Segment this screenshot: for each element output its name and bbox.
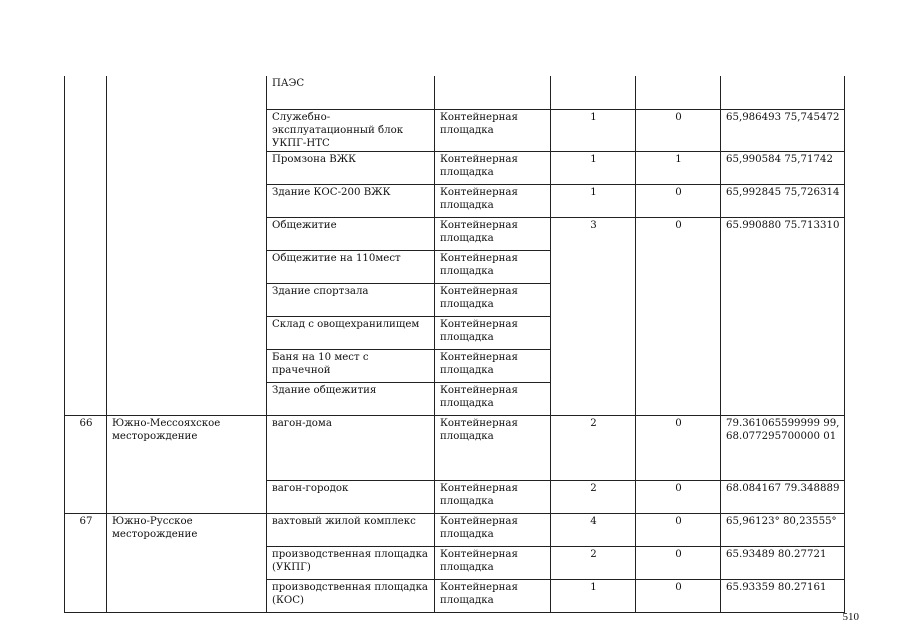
field-cell: Южно-Русское месторождение: [107, 513, 267, 612]
count-cell: 2: [551, 546, 636, 579]
count-cell: 1: [551, 151, 636, 184]
object-cell: ПАЭС: [267, 76, 435, 109]
coords-cell: 68.084167 79.348889: [721, 480, 845, 513]
type-cell: Контейнерная площадка: [435, 382, 551, 415]
coords-cell: 65,990584 75,71742: [721, 151, 845, 184]
count2-cell: 1: [636, 151, 721, 184]
coords-cell: [721, 76, 845, 109]
type-cell: Контейнерная площадка: [435, 250, 551, 283]
object-cell: Здание общежития: [267, 382, 435, 415]
type-cell: Контейнерная площадка: [435, 579, 551, 612]
count-cell: 1: [551, 109, 636, 151]
object-cell: Общежитие: [267, 217, 435, 250]
type-cell: Контейнерная площадка: [435, 151, 551, 184]
type-cell: Контейнерная площадка: [435, 184, 551, 217]
count2-cell: 0: [636, 513, 721, 546]
coords-cell: 65,992845 75,726314: [721, 184, 845, 217]
table-row: [65, 76, 845, 109]
count-cell: [551, 76, 636, 109]
count-cell: 2: [551, 415, 636, 480]
num-cell: 67: [65, 513, 107, 612]
object-cell: Здание спортзала: [267, 283, 435, 316]
count-cell: 3: [551, 217, 636, 415]
coords-cell: 65,96123° 80,23555°: [721, 513, 845, 546]
field-cell: Южно-Мессояхское месторождение: [107, 415, 267, 513]
count-cell: 1: [551, 579, 636, 612]
type-cell: [435, 76, 551, 109]
object-cell: вагон-дома: [267, 415, 435, 480]
type-cell: Контейнерная площадка: [435, 513, 551, 546]
table-row: [65, 513, 845, 546]
field-cell: [107, 76, 267, 415]
object-cell: производственная площадка (УКПГ): [267, 546, 435, 579]
type-cell: Контейнерная площадка: [435, 546, 551, 579]
count2-cell: 0: [636, 415, 721, 480]
object-cell: Склад с овощехранилищем: [267, 316, 435, 349]
num-cell: 66: [65, 415, 107, 513]
count2-cell: 0: [636, 579, 721, 612]
count2-cell: 0: [636, 546, 721, 579]
type-cell: Контейнерная площадка: [435, 316, 551, 349]
object-cell: Служебно-эксплуатационный блок УКПГ-НТС: [267, 109, 435, 151]
coords-cell: 65,986493 75,745472: [721, 109, 845, 151]
object-cell: вагон-городок: [267, 480, 435, 513]
count-cell: 1: [551, 184, 636, 217]
type-cell: Контейнерная площадка: [435, 415, 551, 480]
count2-cell: 0: [636, 109, 721, 151]
object-cell: Промзона ВЖК: [267, 151, 435, 184]
coords-cell: 65.93489 80.27721: [721, 546, 845, 579]
object-cell: Баня на 10 мест с прачечной: [267, 349, 435, 382]
object-cell: Здание КОС-200 ВЖК: [267, 184, 435, 217]
type-cell: Контейнерная площадка: [435, 109, 551, 151]
type-cell: Контейнерная площадка: [435, 217, 551, 250]
count-cell: 2: [551, 480, 636, 513]
type-cell: Контейнерная площадка: [435, 283, 551, 316]
object-cell: вахтовый жилой комплекс: [267, 513, 435, 546]
coords-cell: 65.93359 80.27161: [721, 579, 845, 612]
count2-cell: 0: [636, 184, 721, 217]
page-number: 510: [842, 611, 859, 623]
object-cell: Общежитие на 110мест: [267, 250, 435, 283]
coords-cell: 79.361065599999 99, 68.077295700000 01: [721, 415, 845, 480]
coords-cell: 65.990880 75.713310: [721, 217, 845, 415]
num-cell: [65, 76, 107, 415]
count2-cell: 0: [636, 480, 721, 513]
count2-cell: 0: [636, 217, 721, 415]
object-cell: производственная площадка (КОС): [267, 579, 435, 612]
type-cell: Контейнерная площадка: [435, 480, 551, 513]
type-cell: Контейнерная площадка: [435, 349, 551, 382]
waste-site-table: [64, 76, 845, 613]
table-row: [65, 415, 845, 480]
count-cell: 4: [551, 513, 636, 546]
count2-cell: [636, 76, 721, 109]
